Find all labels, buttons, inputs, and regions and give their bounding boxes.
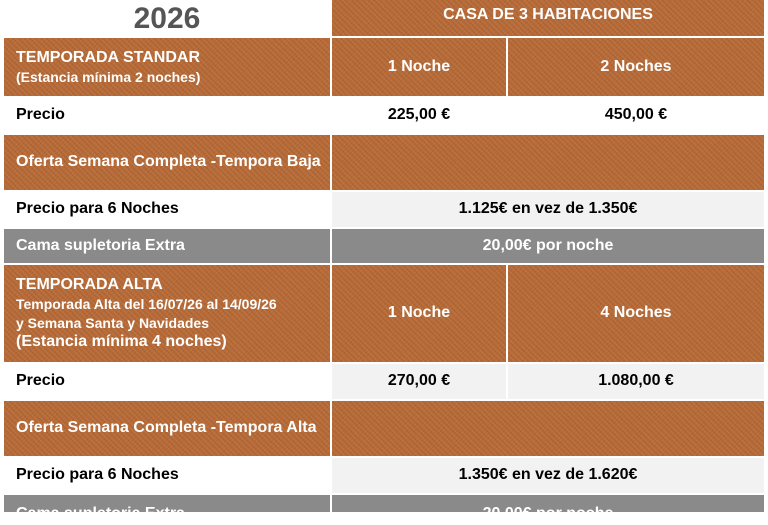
high-season-holidays: y Semana Santa y Navidades [16,314,209,331]
high-season-title: TEMPORADA ALTA [16,275,163,293]
standard-season-header [4,38,330,96]
high-week-price-label: Precio para 6 Noches [4,458,330,493]
extra-bed-price-2: 20,00€ por noche [332,495,764,512]
high-week-offer-empty [332,401,764,456]
low-week-price-label: Precio para 6 Noches [4,192,330,227]
house-type-header: CASA DE 3 HABITACIONES [332,0,764,36]
high-price-label: Precio [4,364,330,399]
high-season-dates: Temporada Alta del 16/07/26 al 14/09/26 [16,296,277,313]
high-week-price: 1.350€ en vez de 1.620€ [332,458,764,493]
low-week-price: 1.125€ en vez de 1.350€ [332,192,764,227]
standard-col-2-nights: 2 Noches [508,38,764,96]
standard-season-title: TEMPORADA STANDAR [16,48,200,66]
standard-price-1-night: 225,00 € [332,98,506,133]
low-week-offer-title: Oferta Semana Completa -Tempora Baja [4,135,330,190]
high-col-1-night: 1 Noche [332,265,506,362]
high-col-4-nights: 4 Noches [508,265,764,362]
low-week-offer-empty [332,135,764,190]
high-week-offer-title: Oferta Semana Completa -Tempora Alta [4,401,330,456]
standard-price-2-nights: 450,00 € [508,98,764,133]
standard-price-label: Precio [4,98,330,133]
high-season-minimum: (Estancia mínima 4 noches) [16,332,227,350]
year-title: 2026 [4,0,330,36]
high-price-4-nights: 1.080,00 € [508,364,764,399]
high-season-header [4,265,330,362]
high-price-1-night: 270,00 € [332,364,506,399]
extra-bed-price: 20,00€ por noche [332,229,764,263]
standard-season-subtitle: (Estancia mínima 2 noches) [16,69,201,86]
standard-col-1-night: 1 Noche [332,38,506,96]
extra-bed-label-2: Cama supletoria Extra [4,495,330,512]
extra-bed-label: Cama supletoria Extra [4,229,330,263]
